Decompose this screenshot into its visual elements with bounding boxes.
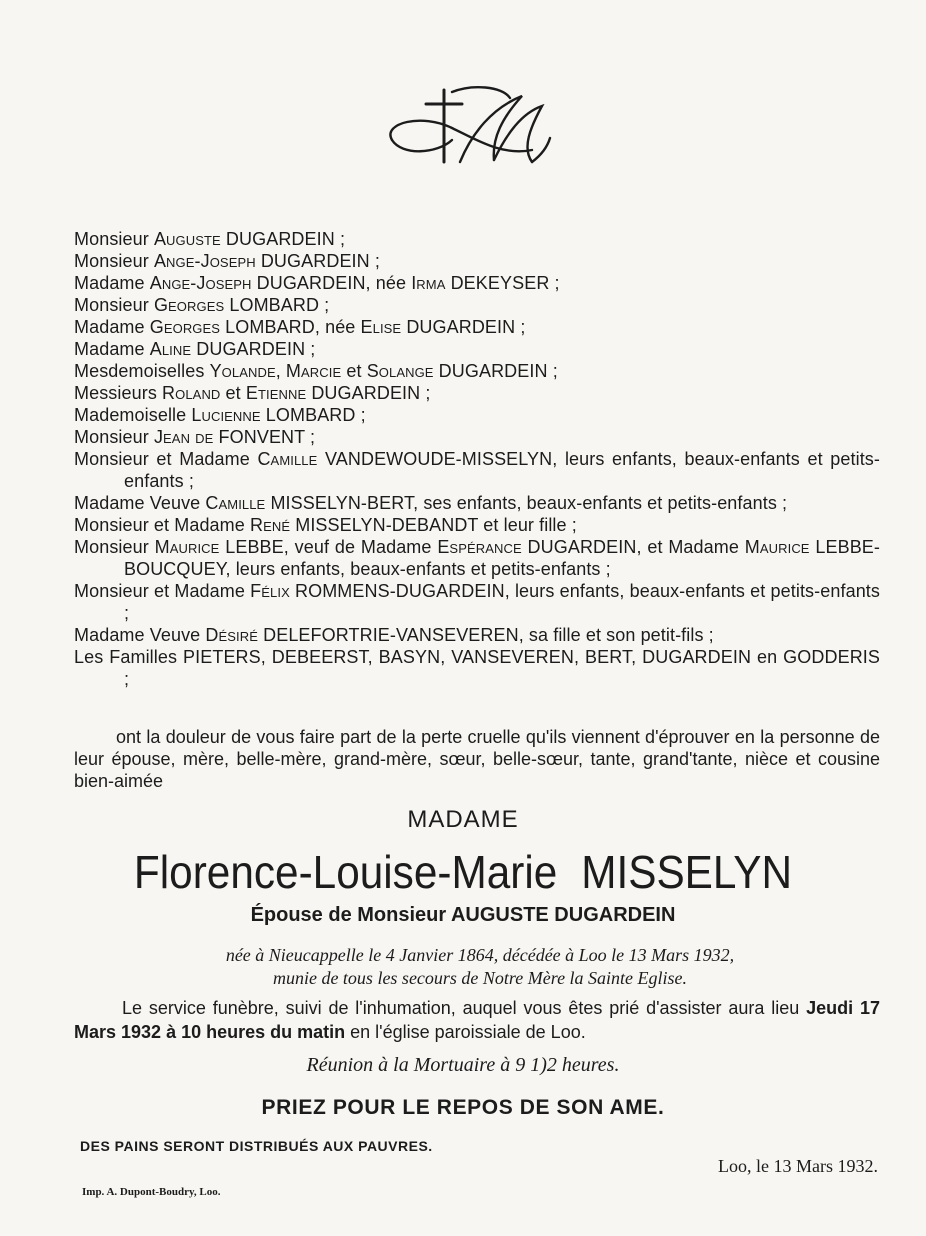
mourner-line	[74, 624, 880, 646]
mourner-line	[74, 646, 880, 690]
mourner-text: et	[220, 383, 246, 403]
mourner-given-name: Georges	[149, 317, 221, 337]
mourner-line	[74, 580, 880, 624]
mourner-text: DUGARDEIN ;	[220, 229, 346, 249]
mourner-text: Messieurs	[74, 383, 163, 403]
mourner-line	[74, 404, 880, 426]
mourner-given-name: Roland	[162, 383, 221, 403]
mourner-text: Madame	[74, 317, 150, 337]
mourner-line	[74, 536, 880, 580]
reunion-line: Réunion à la Mortuaire à 9 1)2 heures.	[306, 1054, 620, 1076]
mourner-text: Madame Veuve	[74, 625, 206, 645]
mourner-given-name: Ange-Joseph	[149, 273, 252, 293]
mourner-line	[74, 250, 880, 272]
cross-monogram-icon	[382, 78, 552, 178]
mourner-given-name: Maurice	[744, 537, 810, 557]
mourner-given-name: Lucienne	[191, 405, 261, 425]
deceased-name	[37, 846, 889, 898]
mourner-line	[74, 426, 880, 448]
mourner-line	[74, 294, 880, 316]
mourner-text: et	[341, 361, 367, 381]
mourner-given-name: Maurice	[154, 537, 220, 557]
mourner-text: DELEFORTRIE-VANSEVEREN, sa fille et son petit-fils ;	[258, 625, 714, 645]
mourner-given-name: Elise	[360, 317, 402, 337]
mourner-given-name: Jean de	[153, 427, 214, 447]
mourner-text: ROMMENS-DUGARDEIN, leurs enfants, beaux-enfants et petits-enfants ;	[124, 581, 881, 623]
mourner-line	[74, 228, 880, 250]
mourner-given-name: Auguste	[153, 229, 221, 249]
printer-credit: Imp. A. Dupont-Boudry, Loo.	[82, 1186, 221, 1198]
service-text: Le service funèbre, suivi de l'inhumation, auquel vous êtes prié d'assister aura lieu	[122, 998, 807, 1018]
bread-notice: DES PAINS SERONT DISTRIBUÉS AUX PAUVRES.	[80, 1138, 433, 1154]
mourner-text: Madame	[74, 273, 150, 293]
mourner-given-name: Espérance	[437, 537, 522, 557]
mourner-text: LOMBARD ;	[260, 405, 366, 425]
place-date: Loo, le 13 Mars 1932.	[718, 1156, 878, 1176]
mourner-text: Madame Veuve	[74, 493, 206, 513]
mourner-text: DUGARDEIN ;	[433, 361, 558, 381]
mourner-text: Madame	[74, 339, 150, 359]
mourner-given-name: Etienne	[245, 383, 307, 403]
deceased-given-names: Florence-Louise-Marie	[133, 846, 558, 898]
mourner-given-name: Camille	[257, 449, 318, 469]
mourner-given-name: Irma	[411, 273, 446, 293]
birth-death-info	[80, 944, 880, 990]
mourner-line	[74, 514, 880, 536]
mourner-given-name: Félix	[250, 581, 290, 601]
mourners-list	[74, 228, 880, 690]
mourner-text: DEKEYSER ;	[445, 273, 560, 293]
mourner-text: DUGARDEIN ;	[306, 383, 431, 403]
mourner-text: Monsieur et Madame	[74, 581, 251, 601]
sacraments-line: munie de tous les secours de Notre Mère la Sainte Eglise.	[272, 968, 688, 988]
mourner-given-name: Camille	[205, 493, 266, 513]
mourner-line	[74, 316, 880, 338]
prayer-line: PRIEZ POUR LE REPOS DE SON AME.	[261, 1096, 665, 1119]
mourner-text: Monsieur	[74, 229, 154, 249]
mourner-text: Monsieur	[74, 537, 155, 557]
mourner-text: Monsieur	[74, 427, 154, 447]
mourner-text: DUGARDEIN ;	[191, 339, 316, 359]
spouse-line: Épouse de Monsieur AUGUSTE DUGARDEIN	[250, 904, 676, 926]
birth-line: née à Nieucappelle le 4 Janvier 1864, décédée à Loo le 13 Mars 1932,	[225, 945, 735, 965]
service-datetime: Jeudi 17 Mars 1932 à 10 heures du matin	[74, 998, 880, 1042]
mourner-text: Mademoiselle	[74, 405, 192, 425]
mourner-text: MISSELYN-DEBANDT et leur fille ;	[290, 515, 577, 535]
mourner-given-name: Aline	[149, 339, 192, 359]
service-info	[74, 996, 880, 1044]
mourner-text: Mesdemoiselles	[74, 361, 210, 381]
mourner-text: Monsieur et Madame	[74, 515, 250, 535]
mourner-given-name: René	[249, 515, 291, 535]
mourner-text: VANDEWOUDE-MISSELYN, leurs enfants, beaux-enfants et petits-enfants ;	[124, 449, 880, 491]
mourner-text: LOMBARD ;	[224, 295, 330, 315]
service-location: en l'église paroissiale de Loo.	[345, 1022, 586, 1042]
mourner-text: LOMBARD, née	[220, 317, 361, 337]
mourner-text: DUGARDEIN ;	[401, 317, 526, 337]
mourner-given-name: Yolande, Marcie	[209, 361, 342, 381]
mourner-line	[74, 360, 880, 382]
mourner-text: DUGARDEIN, et Madame	[521, 537, 745, 557]
mourner-given-name: Solange	[366, 361, 434, 381]
mourner-line	[74, 382, 880, 404]
mourner-text: Monsieur	[74, 295, 154, 315]
mourner-text: MISSELYN-BERT, ses enfants, beaux-enfants et petits-enfants ;	[265, 493, 788, 513]
mourner-text: DUGARDEIN, née	[251, 273, 412, 293]
mourner-given-name: Ange-Joseph	[153, 251, 256, 271]
mourner-text: LEBBE-BOUCQUEY, leurs enfants, beaux-enfants et petits-enfants ;	[124, 537, 880, 579]
mourner-line	[74, 448, 880, 492]
mourner-given-name: Georges	[153, 295, 225, 315]
title-madame: MADAME	[407, 806, 519, 833]
announcement-text: ont la douleur de vous faire part de la perte cruelle qu'ils viennent d'éprouver en la personne de leur épouse, mère, belle-mère, grand-mère, sœur, belle-sœur, tante, grand'tante, nièce et cousine bien-aimée	[74, 727, 880, 791]
mourner-text: Monsieur	[74, 251, 154, 271]
mourner-line	[74, 338, 880, 360]
mourner-text: DUGARDEIN ;	[255, 251, 380, 271]
mourner-line	[74, 272, 880, 294]
mourner-given-name: Désiré	[205, 625, 259, 645]
mourner-text: LEBBE, veuf de Madame	[219, 537, 438, 557]
mourner-text: Les Familles PIETERS, DEBEERST, BASYN, VANSEVEREN, BERT, DUGARDEIN en GODDERIS ;	[74, 647, 880, 689]
mourner-text: Monsieur et Madame	[74, 449, 258, 469]
mourner-text: FONVENT ;	[213, 427, 316, 447]
deceased-surname: MISSELYN	[581, 846, 793, 898]
mourner-line	[74, 492, 880, 514]
